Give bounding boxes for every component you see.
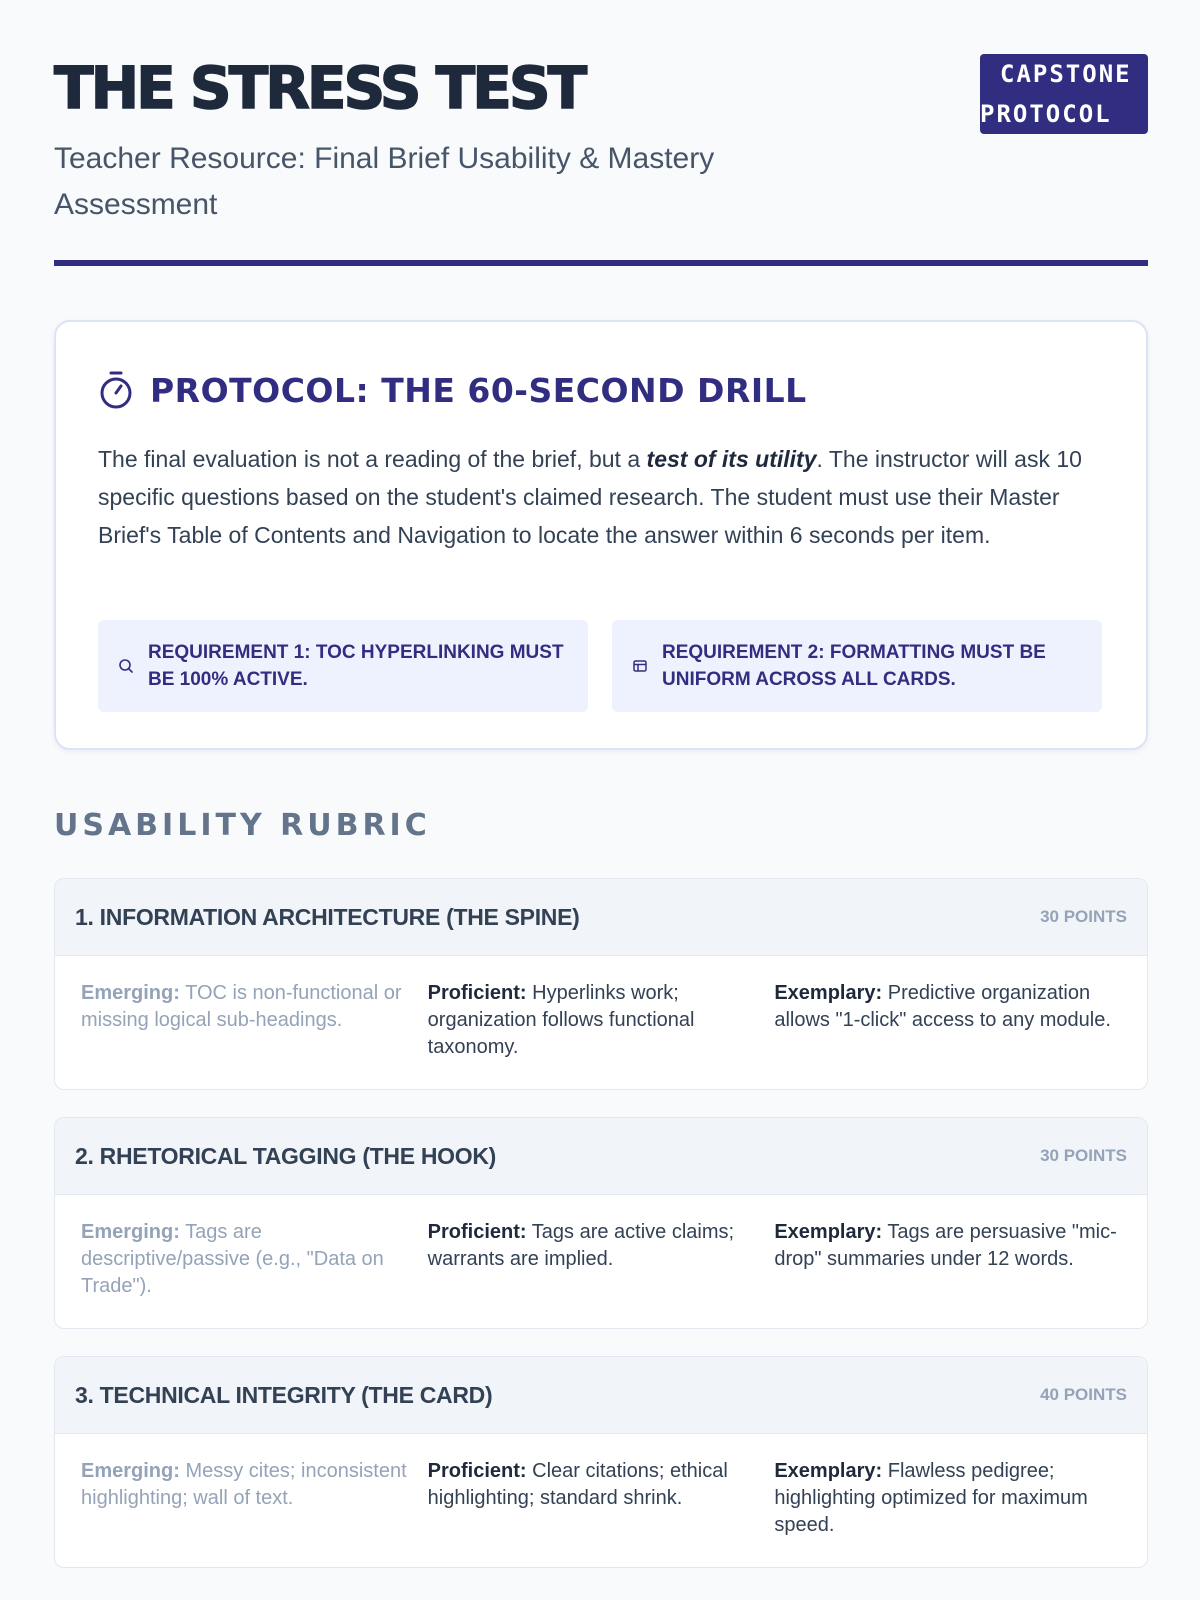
header bbox=[54, 52, 1148, 228]
rubric-section-2 bbox=[54, 1117, 1148, 1329]
rubric-section-name: 2. RHETORICAL TAGGING (THE HOOK) bbox=[75, 1142, 497, 1169]
requirement-1-text: REQUIREMENT 1: TOC HYPERLINKING MUST BE 100% ACTIVE. bbox=[148, 642, 564, 690]
protocol-text-after: . The instructor will ask 10 specific questions based on the student's claimed research. The student must use their Master Brief's Table of Contents and Navigation to locate the answer within 6 seconds per item. bbox=[98, 446, 1082, 548]
level-emerging-label: Emerging: bbox=[81, 1221, 180, 1243]
page-title: THE STRESS TEST bbox=[54, 54, 585, 122]
level-proficient-label: Proficient: bbox=[427, 1221, 527, 1243]
level-emerging bbox=[81, 980, 428, 1061]
level-proficient-text: Hyperlinks work; organization follows functional taxonomy. bbox=[427, 982, 695, 1058]
requirement-2 bbox=[612, 620, 1102, 712]
capstone-badge bbox=[980, 54, 1148, 134]
requirement-2-text: REQUIREMENT 2: FORMATTING MUST BE UNIFORM ACROSS ALL CARDS. bbox=[662, 642, 1046, 690]
rubric-section-1 bbox=[54, 878, 1148, 1090]
rubric-section-header bbox=[55, 1357, 1147, 1434]
level-exemplary-label: Exemplary: bbox=[774, 982, 883, 1004]
level-proficient-label: Proficient: bbox=[427, 1460, 527, 1482]
rubric-levels bbox=[55, 956, 1147, 1061]
protocol-text-before: The final evaluation is not a reading of the brief, but a bbox=[98, 446, 647, 472]
rubric-section-points: 30 POINTS bbox=[1040, 1146, 1127, 1165]
protocol-text-emphasis: test of its utility bbox=[646, 446, 817, 472]
level-exemplary bbox=[774, 980, 1121, 1061]
level-exemplary bbox=[774, 1458, 1121, 1539]
level-exemplary-label: Exemplary: bbox=[774, 1221, 883, 1243]
level-exemplary-text: Tags are persuasive "mic-drop" summaries under 12 words. bbox=[774, 1221, 1117, 1270]
protocol-header bbox=[98, 370, 807, 410]
level-proficient bbox=[428, 1219, 775, 1300]
requirement-1 bbox=[98, 620, 588, 712]
rubric-section-points: 30 POINTS bbox=[1040, 907, 1127, 926]
level-proficient bbox=[428, 980, 775, 1061]
level-exemplary bbox=[774, 1219, 1121, 1300]
level-emerging bbox=[81, 1219, 428, 1300]
rubric-section-3 bbox=[54, 1356, 1148, 1568]
level-emerging-label: Emerging: bbox=[81, 1460, 180, 1482]
level-exemplary-text: Flawless pedigree; highlighting optimized for maximum speed. bbox=[774, 1460, 1088, 1536]
level-emerging-label: Emerging: bbox=[81, 982, 180, 1004]
level-emerging-text: Messy cites; inconsistent highlighting; wall of text. bbox=[81, 1460, 407, 1509]
rubric-levels bbox=[55, 1195, 1147, 1300]
badge-line-2: PROTOCOL bbox=[980, 100, 1112, 128]
layout-icon bbox=[632, 658, 648, 674]
level-exemplary-label: Exemplary: bbox=[774, 1460, 883, 1482]
header-divider bbox=[54, 260, 1148, 266]
level-proficient-label: Proficient: bbox=[427, 982, 527, 1004]
level-proficient-text: Tags are active claims; warrants are implied. bbox=[427, 1221, 735, 1270]
stopwatch-icon bbox=[98, 370, 134, 410]
rubric-section-header bbox=[55, 879, 1147, 956]
rubric-levels bbox=[55, 1434, 1147, 1539]
badge-line-1: CAPSTONE bbox=[1000, 60, 1132, 88]
rubric-title: USABILITY RUBRIC bbox=[54, 808, 431, 843]
rubric-section-points: 40 POINTS bbox=[1040, 1385, 1127, 1404]
rubric-section-header bbox=[55, 1118, 1147, 1195]
rubric-section-name: 3. TECHNICAL INTEGRITY (THE CARD) bbox=[75, 1381, 493, 1408]
protocol-title: PROTOCOL: THE 60-SECOND DRILL bbox=[150, 370, 807, 410]
level-emerging-text: Tags are descriptive/passive (e.g., "Data on Trade"). bbox=[81, 1221, 384, 1297]
protocol-card bbox=[54, 320, 1148, 750]
level-emerging bbox=[81, 1458, 428, 1539]
level-proficient-text: Clear citations; ethical highlighting; standard shrink. bbox=[427, 1460, 728, 1509]
page-subtitle: Teacher Resource: Final Brief Usability & Mastery Assessment bbox=[54, 142, 715, 221]
protocol-description bbox=[98, 440, 1108, 554]
search-icon bbox=[118, 658, 134, 674]
level-emerging-text: TOC is non-functional or missing logical sub-headings. bbox=[81, 982, 402, 1031]
level-proficient bbox=[428, 1458, 775, 1539]
rubric-section-name: 1. INFORMATION ARCHITECTURE (THE SPINE) bbox=[75, 903, 580, 930]
level-exemplary-text: Predictive organization allows "1-click" access to any module. bbox=[774, 982, 1111, 1031]
